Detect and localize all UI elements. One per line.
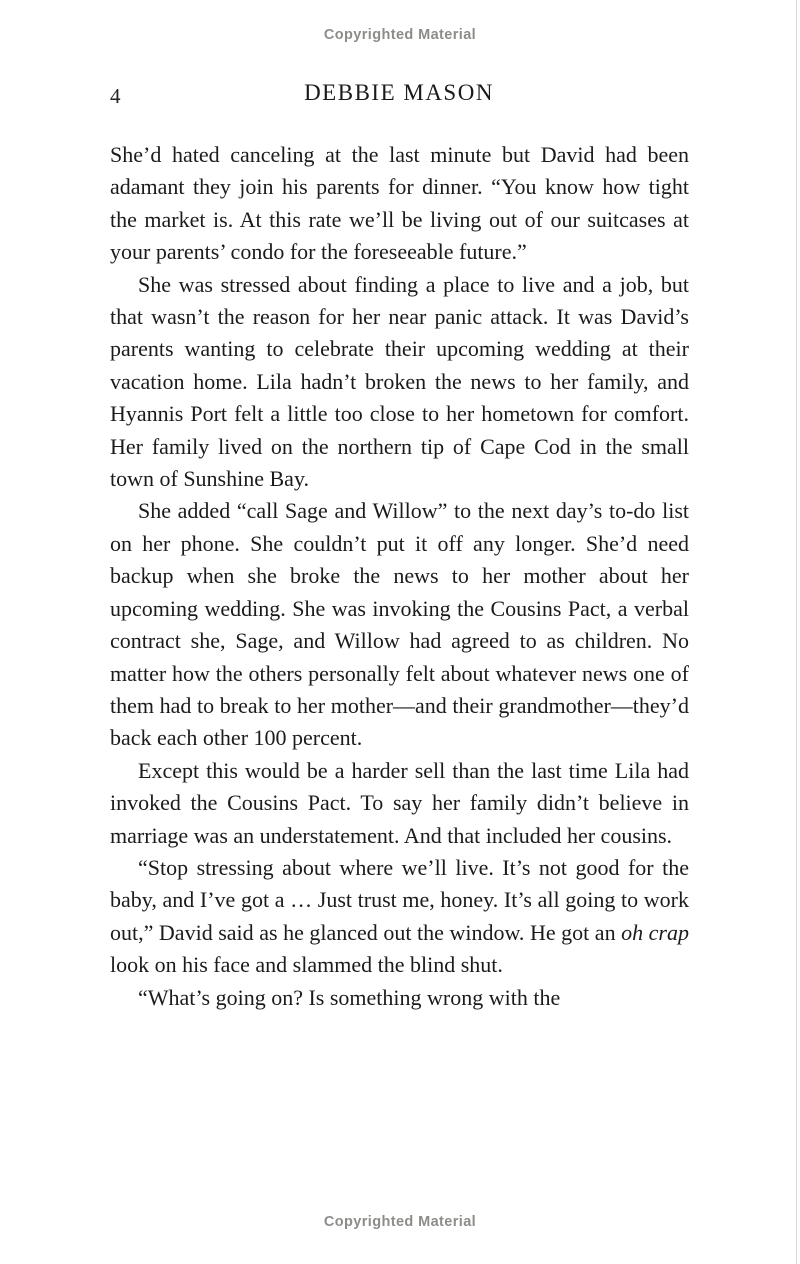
copyright-notice-top: Copyrighted Material: [323, 27, 477, 43]
paragraph: [110, 852, 689, 982]
paragraph-segment: “Stop stressing about where we’ll live. It’s not good for the baby, and I’ve got a … Just trust me, honey. It’s all going to work out,” David said as he glanced out the window. He got an: [110, 854, 689, 945]
running-header-author: DEBBIE MASON: [304, 80, 494, 105]
paragraph-segment-italic: oh crap: [621, 919, 689, 945]
body-text: [110, 139, 689, 1014]
paragraph: She added “call Sage and Willow” to the next day’s to-do list on her phone. She couldn’t put it off any longer. She’d need backup when she broke the news to her mother about her upcoming wedding. She was invoking the Cousins Pact, a verbal contract she, Sage, and Willow had agreed to as children. No matter how the others personally felt about whatever news one of them had to break to her mother—and their grandmother—they’d back each other 100 percent.: [110, 498, 689, 751]
running-header: [110, 80, 688, 110]
page-number: 4: [110, 84, 121, 108]
copyright-notice-bottom: Copyrighted Material: [323, 1214, 477, 1230]
paragraph: Except this would be a harder sell than the last time Lila had invoked the Cousins Pact. To say her family didn’t believe in marriage was an understatement. And that included her cousins.: [110, 757, 689, 848]
page-edge-divider: [796, 0, 797, 1264]
paragraph: She’d hated canceling at the last minute but David had been adamant they join his parents for dinner. “You know how tight the market is. At this rate we’ll be living out of our suitcases at your parents’ condo for the foreseeable future.”: [110, 142, 689, 265]
paragraph-segment: look on his face and slammed the blind shut.: [110, 952, 503, 978]
paragraph: “What’s going on? Is something wrong with the: [138, 984, 561, 1010]
paragraph: She was stressed about finding a place to live and a job, but that wasn’t the reason for her near panic attack. It was David’s parents wanting to celebrate their upcoming wedding at their vacation home. Lila hadn’t broken the news to her family, and Hyannis Port felt a little too close to her hometown for comfort. Her family lived on the northern tip of Cape Cod in the small town of Sunshine Bay.: [110, 271, 689, 492]
